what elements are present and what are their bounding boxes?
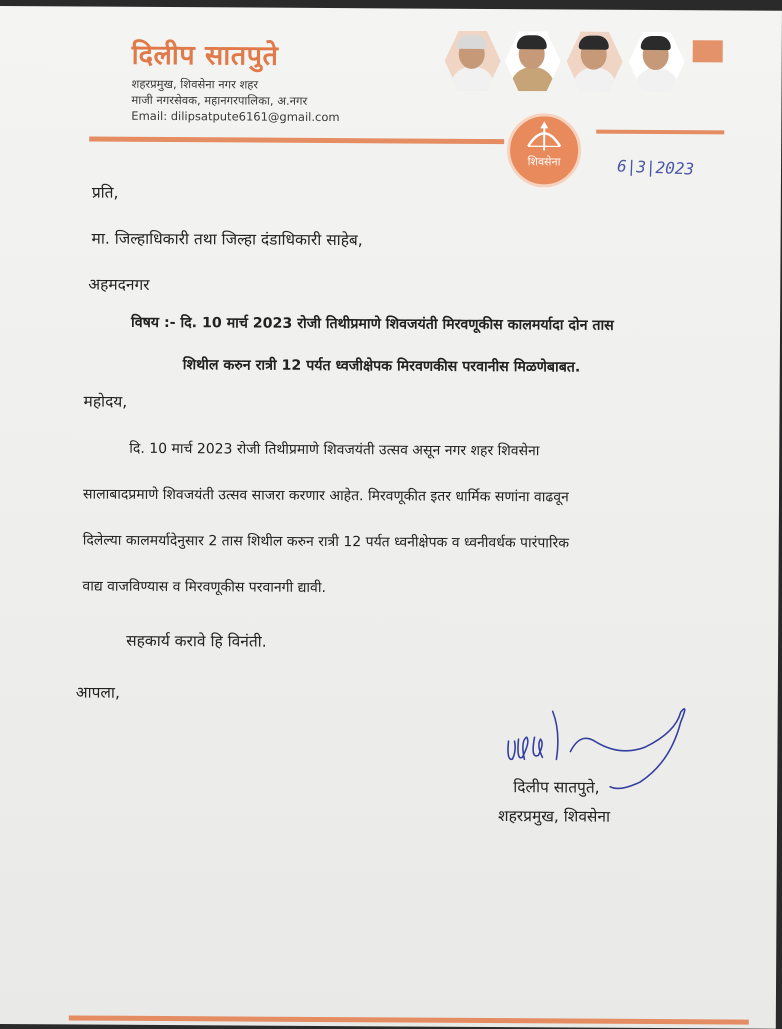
logo-label: शिवसेना xyxy=(510,154,578,169)
salutation: महोदय, xyxy=(84,390,128,412)
letterhead-designation: शहरप्रमुख, शिवसेना नगर शहर xyxy=(131,77,258,93)
body-line-3: दिलेल्या कालमर्यादेनुसार 2 तास शिथील करुन रात्री 12 पर्यत ध्वनीक्षेपक व ध्वनीवर्धक पारंपारिक xyxy=(83,531,569,553)
portrait-2 xyxy=(504,31,560,91)
to-label: प्रति, xyxy=(92,181,119,203)
body-line-1: दि. 10 मार्च 2023 रोजी तिथीप्रमाणे शिवजयंती उत्सव असून नगर शहर शिवसेना xyxy=(129,439,539,461)
subject-line-2: शिथील करुन रात्री 12 पर्यत ध्वजीक्षेपक मिरवणकीस परवानीस मिळणेबाबत. xyxy=(183,355,581,376)
footer-rule xyxy=(69,1015,749,1024)
portrait-1 xyxy=(444,31,500,91)
leader-portraits xyxy=(434,31,724,93)
header-accent-block xyxy=(693,40,723,62)
portrait-4 xyxy=(628,32,684,92)
handwritten-date: 6|3|2023 xyxy=(617,156,695,178)
letterhead-email: Email: dilipsatpute6161@gmail.com xyxy=(131,109,339,124)
subject-line-1: विषय :- दि. 10 मार्च 2023 रोजी तिथीप्रमाणे शिवजयंती मिरवणूकीस कालमर्यादा दोन तास xyxy=(131,313,614,335)
bow-arrow-icon xyxy=(510,116,578,156)
request-line: सहकार्य करावे हि विनंती. xyxy=(126,629,267,652)
recipient: मा. जिल्हाधिकारी तथा जिल्हा दंडाधिकारी साहेब, xyxy=(92,227,363,251)
portrait-3 xyxy=(566,31,622,91)
shivsena-logo xyxy=(507,113,581,187)
letter-page xyxy=(0,6,782,1029)
letterhead-former-post: माजी नगरसेवक, महानगरपालिका, अ.नगर xyxy=(131,93,307,109)
closing: आपला, xyxy=(76,680,120,702)
recipient-city: अहमदनगर xyxy=(88,273,149,295)
header-rule-right xyxy=(596,130,724,135)
signer-name: दिलीप सातपुते, xyxy=(513,775,600,798)
body-line-2: सालाबादप्रमाणे शिवजयंती उत्सव साजरा करणार आहेत. मिरवणूकीत इतर धार्मिक सणांना वाढवून xyxy=(83,485,569,507)
signer-title: शहरप्रमुख, शिवसेना xyxy=(498,804,610,827)
letterhead-name: दिलीप सातपुते xyxy=(132,35,279,73)
header-rule-left xyxy=(89,137,504,145)
body-line-4: वाद्य वाजविण्यास व मिरवणूकीस परवानगी द्यावी. xyxy=(82,577,326,597)
